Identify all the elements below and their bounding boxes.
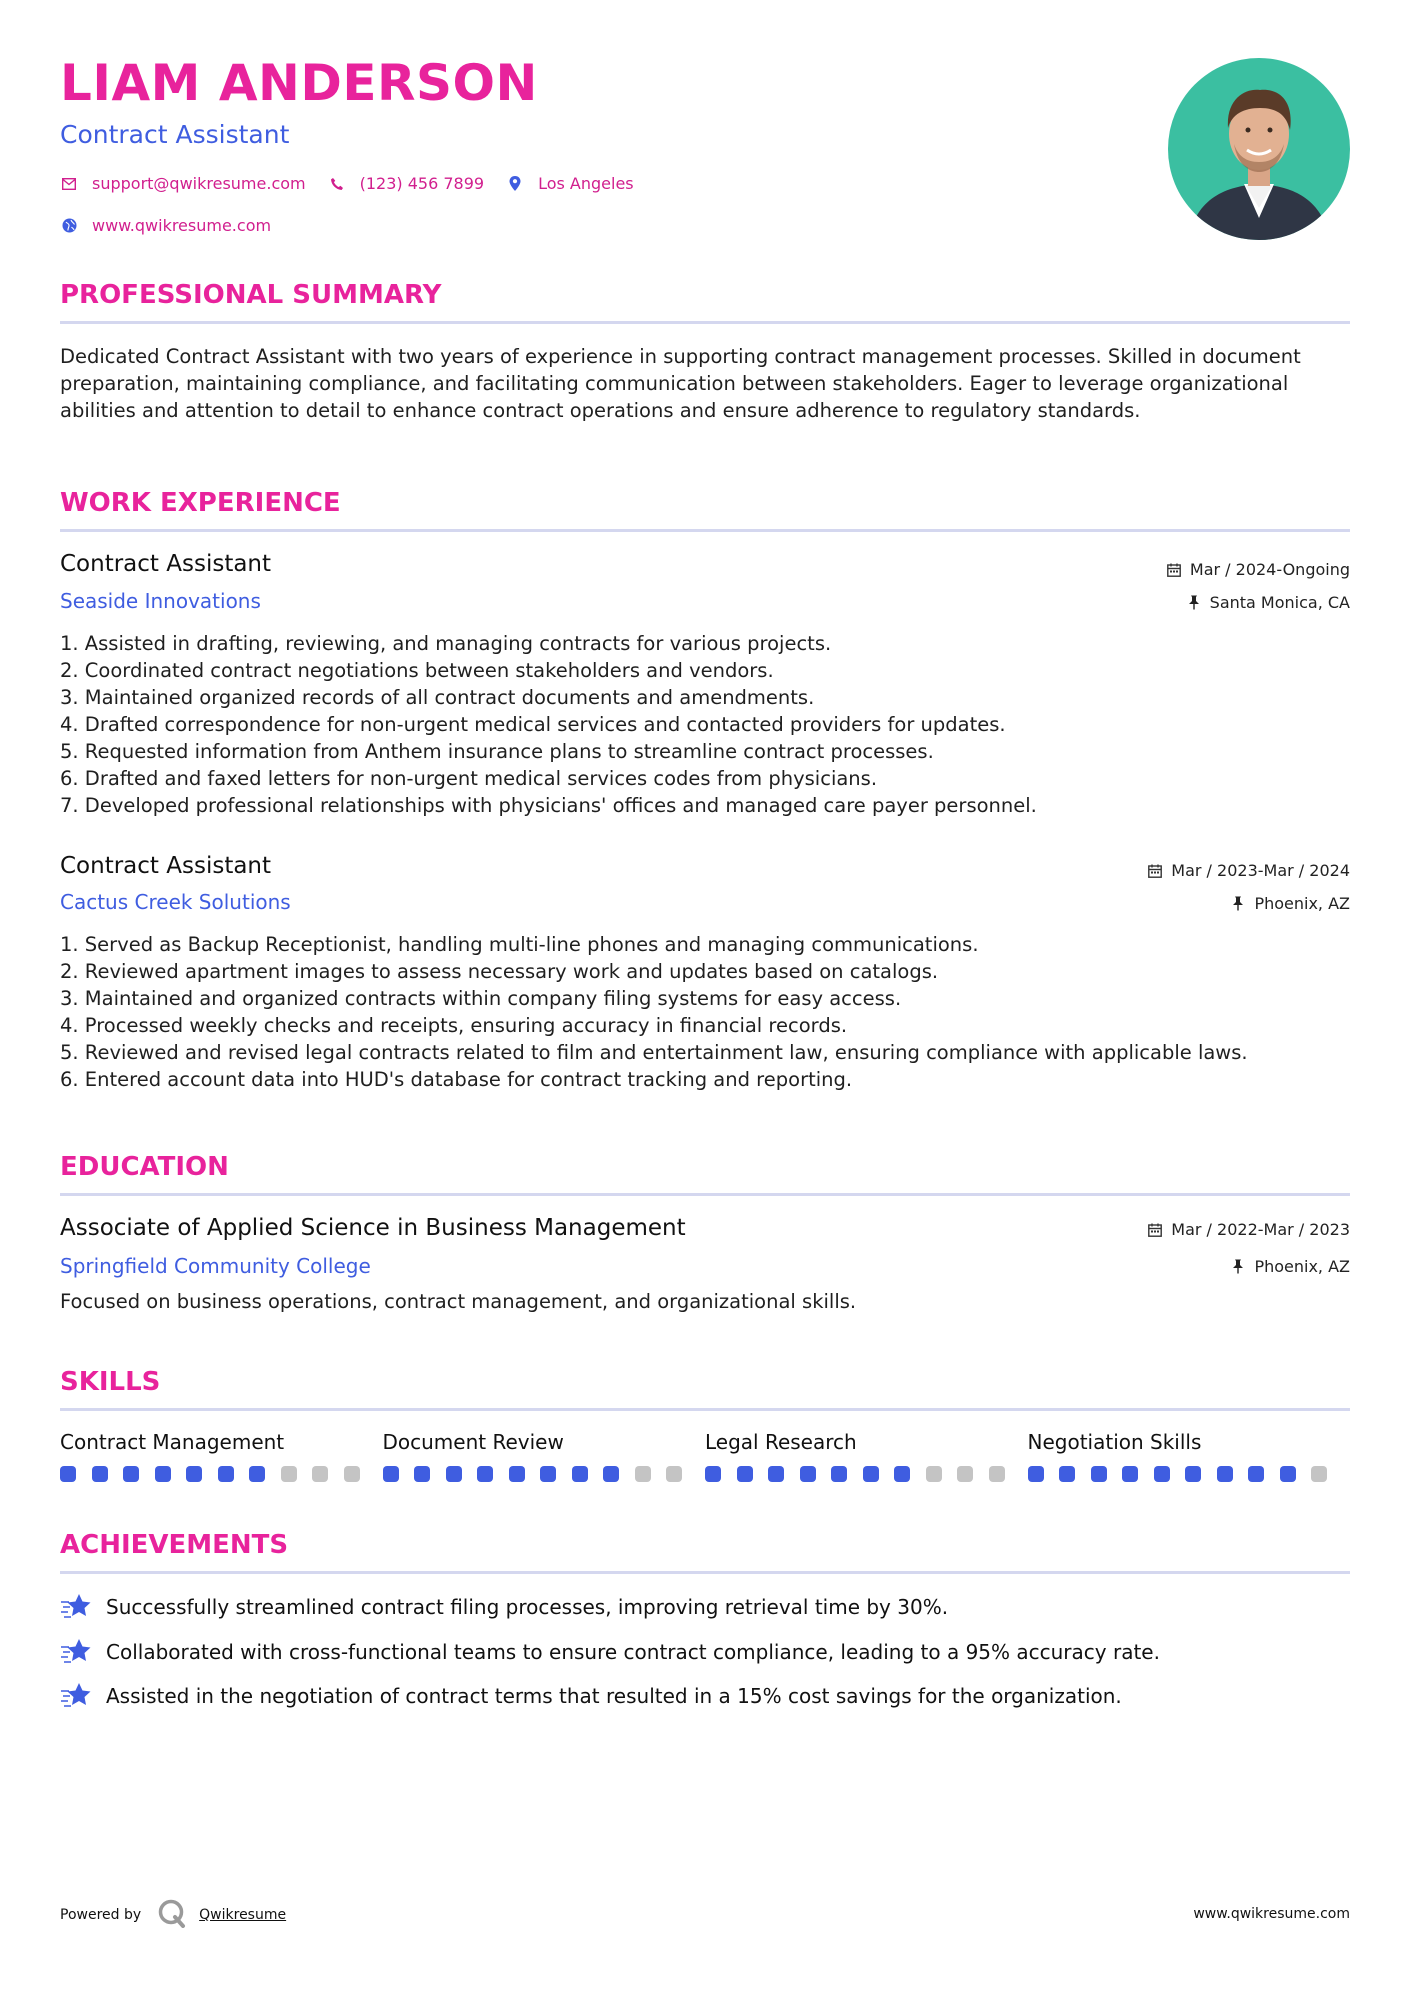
- achievement-item: Successfully streamlined contract filing processes, improving retrieval time by 30%.: [60, 1592, 948, 1622]
- skills-list: [60, 1430, 1350, 1482]
- list-item: 6. Drafted and faxed letters for non-urgent medical services codes from physicians.: [60, 767, 878, 790]
- rating-dot-filled: [572, 1466, 588, 1482]
- rating-dot-filled: [1091, 1466, 1107, 1482]
- contact-phone[interactable]: (123) 456 7899: [328, 174, 484, 193]
- star-icon: [60, 1637, 92, 1667]
- rating-dot-filled: [155, 1466, 171, 1482]
- skill-item: [60, 1430, 383, 1482]
- education-location: Phoenix, AZ: [1230, 1257, 1350, 1276]
- candidate-role: Contract Assistant: [60, 120, 290, 149]
- rating-dot-filled: [800, 1466, 816, 1482]
- rating-dot-empty: [989, 1466, 1005, 1482]
- list-item: 3. Maintained organized records of all contract documents and amendments.: [60, 686, 815, 709]
- list-item: 5. Requested information from Anthem insurance plans to streamline contract processes.: [60, 740, 934, 763]
- rating-dot-filled: [1280, 1466, 1296, 1482]
- candidate-name: LIAM ANDERSON: [60, 54, 538, 112]
- rating-dot-filled: [249, 1466, 265, 1482]
- education-degree: Associate of Applied Science in Business Management: [60, 1215, 686, 1241]
- pushpin-icon: [1230, 1259, 1246, 1275]
- contact-row-1: [60, 174, 656, 193]
- skill-rating: [60, 1466, 383, 1482]
- rating-dot-filled: [540, 1466, 556, 1482]
- job-dates: Mar / 2023-Mar / 2024: [1147, 861, 1350, 880]
- rating-dot-empty: [312, 1466, 328, 1482]
- section-title-experience: WORK EXPERIENCE: [60, 488, 341, 518]
- rating-dot-filled: [863, 1466, 879, 1482]
- rating-dot-filled: [477, 1466, 493, 1482]
- job-company: Seaside Innovations: [60, 589, 261, 613]
- rating-dot-filled: [1122, 1466, 1138, 1482]
- section-title-summary: PROFESSIONAL SUMMARY: [60, 280, 442, 310]
- rating-dot-empty: [957, 1466, 973, 1482]
- skill-label: Contract Management: [60, 1430, 285, 1454]
- list-item: 2. Reviewed apartment images to assess necessary work and updates based on catalogs.: [60, 960, 939, 983]
- section-title-skills: SKILLS: [60, 1367, 161, 1397]
- footer-site[interactable]: www.qwikresume.com: [1193, 1906, 1350, 1922]
- profile-photo: [1168, 58, 1350, 240]
- star-icon: [60, 1681, 92, 1711]
- rating-dot-filled: [1185, 1466, 1201, 1482]
- skill-label: Document Review: [382, 1430, 564, 1454]
- summary-text: Dedicated Contract Assistant with two years of experience in supporting contract management processes. Skilled in document preparation, maintaining compliance, and facilitating communication between stakeholders. Eager to leverage organizational abilities and attention to detail to enhance contract operations and ensure adherence to regulatory standards.: [60, 345, 1301, 422]
- rating-dot-filled: [1217, 1466, 1233, 1482]
- calendar-icon: [1147, 1222, 1163, 1238]
- globe-icon: [60, 217, 78, 235]
- section-divider: [60, 1193, 1350, 1196]
- job-dates: Mar / 2024-Ongoing: [1166, 560, 1350, 579]
- skill-item: [1028, 1430, 1351, 1482]
- section-title-education: EDUCATION: [60, 1152, 229, 1182]
- contact-website[interactable]: www.qwikresume.com: [60, 216, 271, 235]
- list-item: 4. Processed weekly checks and receipts, ensuring accuracy in financial records.: [60, 1014, 848, 1037]
- rating-dot-filled: [92, 1466, 108, 1482]
- list-item: 2. Coordinated contract negotiations between stakeholders and vendors.: [60, 659, 774, 682]
- rating-dot-filled: [446, 1466, 462, 1482]
- rating-dot-filled: [123, 1466, 139, 1482]
- rating-dot-filled: [218, 1466, 234, 1482]
- job-title: Contract Assistant: [60, 853, 272, 879]
- achievement-item: Collaborated with cross-functional teams to ensure contract compliance, leading to a 95% accuracy rate.: [60, 1637, 1160, 1667]
- rating-dot-filled: [1154, 1466, 1170, 1482]
- rating-dot-filled: [60, 1466, 76, 1482]
- contact-location: Los Angeles: [506, 174, 634, 193]
- skill-item: [383, 1430, 706, 1482]
- list-item: 1. Served as Backup Receptionist, handling multi-line phones and managing communications.: [60, 933, 979, 956]
- rating-dot-filled: [737, 1466, 753, 1482]
- rating-dot-filled: [1028, 1466, 1044, 1482]
- job-location: Santa Monica, CA: [1186, 593, 1350, 612]
- list-item: 7. Developed professional relationships with physicians' offices and managed care payer personnel.: [60, 794, 1037, 817]
- rating-dot-filled: [894, 1466, 910, 1482]
- section-divider: [60, 321, 1350, 324]
- rating-dot-filled: [831, 1466, 847, 1482]
- rating-dot-empty: [666, 1466, 682, 1482]
- education-school: Springfield Community College: [60, 1254, 371, 1278]
- achievement-item: Assisted in the negotiation of contract terms that resulted in a 15% cost savings for the organization.: [60, 1681, 1122, 1711]
- rating-dot-empty: [281, 1466, 297, 1482]
- rating-dot-filled: [1248, 1466, 1264, 1482]
- section-divider: [60, 529, 1350, 532]
- footer-powered-by: Powered by Qwikresume: [60, 1898, 286, 1932]
- rating-dot-empty: [344, 1466, 360, 1482]
- job-title: Contract Assistant: [60, 551, 272, 577]
- list-item: 5. Reviewed and revised legal contracts related to film and entertainment law, ensuring compliance with applicable laws.: [60, 1041, 1248, 1064]
- envelope-icon: [60, 175, 78, 193]
- education-dates: Mar / 2022-Mar / 2023: [1147, 1220, 1350, 1239]
- skill-rating: [705, 1466, 1028, 1482]
- list-item: 3. Maintained and organized contracts within company filing systems for easy access.: [60, 987, 902, 1010]
- list-item: 6. Entered account data into HUD's database for contract tracking and reporting.: [60, 1068, 853, 1091]
- skill-rating: [383, 1466, 706, 1482]
- rating-dot-filled: [603, 1466, 619, 1482]
- job-bullets: [60, 931, 1248, 1093]
- skill-rating: [1028, 1466, 1351, 1482]
- section-title-achievements: ACHIEVEMENTS: [60, 1530, 289, 1560]
- rating-dot-filled: [383, 1466, 399, 1482]
- rating-dot-filled: [768, 1466, 784, 1482]
- skill-label: Negotiation Skills: [1027, 1430, 1202, 1454]
- rating-dot-filled: [1059, 1466, 1075, 1482]
- list-item: 1. Assisted in drafting, reviewing, and managing contracts for various projects.: [60, 632, 832, 655]
- contact-row-2: [60, 216, 293, 235]
- calendar-icon: [1147, 863, 1163, 879]
- education-description: Focused on business operations, contract management, and organizational skills.: [60, 1290, 857, 1313]
- job-company: Cactus Creek Solutions: [60, 890, 291, 914]
- rating-dot-filled: [509, 1466, 525, 1482]
- pushpin-icon: [1186, 595, 1202, 611]
- section-divider: [60, 1571, 1350, 1574]
- rating-dot-empty: [635, 1466, 651, 1482]
- rating-dot-filled: [705, 1466, 721, 1482]
- rating-dot-empty: [926, 1466, 942, 1482]
- rating-dot-filled: [414, 1466, 430, 1482]
- phone-icon: [328, 175, 346, 193]
- qwikresume-logo-icon: [157, 1898, 187, 1932]
- rating-dot-filled: [186, 1466, 202, 1482]
- star-icon: [60, 1592, 92, 1622]
- list-item: 4. Drafted correspondence for non-urgent medical services and contacted providers for updates.: [60, 713, 1006, 736]
- map-pin-icon: [506, 175, 524, 193]
- skill-item: [705, 1430, 1028, 1482]
- job-location: Phoenix, AZ: [1230, 894, 1350, 913]
- job-bullets: [60, 630, 1037, 819]
- calendar-icon: [1166, 562, 1182, 578]
- qwikresume-link[interactable]: Qwikresume: [199, 1907, 287, 1923]
- section-divider: [60, 1408, 1350, 1411]
- resume-page: [60, 0, 1350, 1990]
- skill-label: Legal Research: [705, 1430, 857, 1454]
- pushpin-icon: [1230, 896, 1246, 912]
- rating-dot-empty: [1311, 1466, 1327, 1482]
- contact-email[interactable]: support@qwikresume.com: [60, 174, 306, 193]
